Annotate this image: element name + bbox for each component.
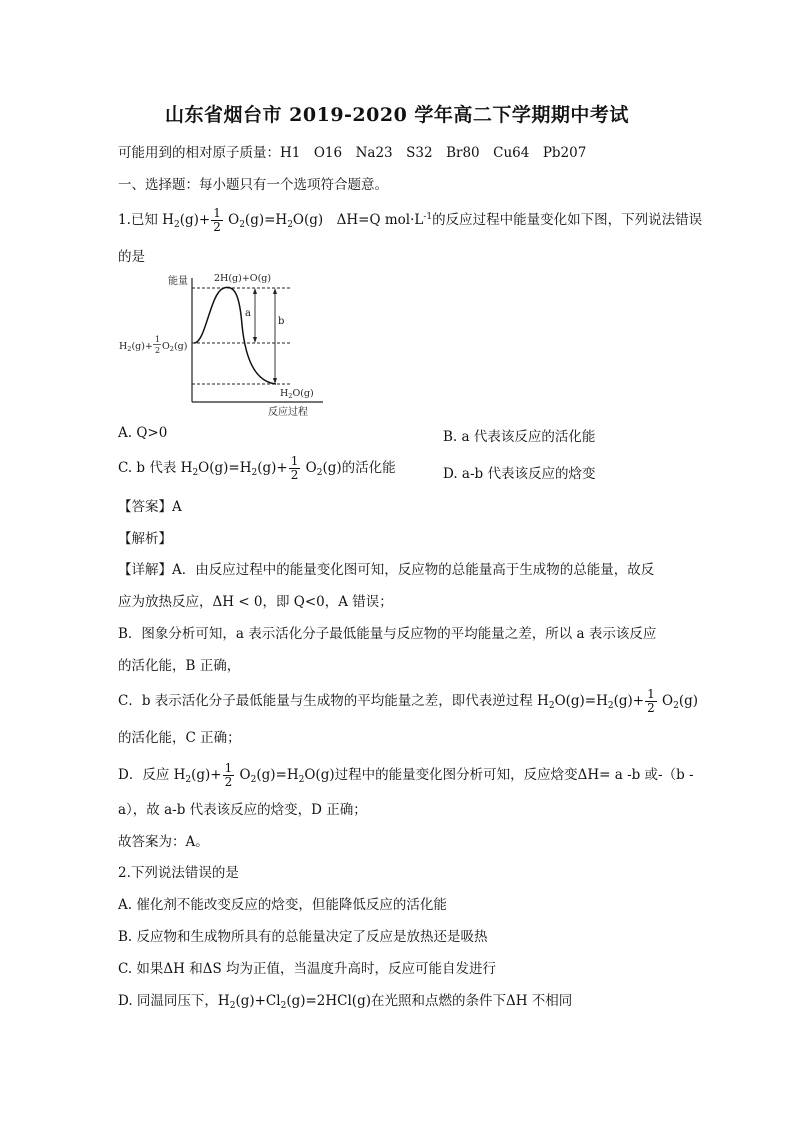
analysis-heading: 【解析】 <box>118 531 172 547</box>
question-1-stem: 1.已知 $H_2(g)+$ $\frac{1}{2}$ $O_2(g)=H_2O(g)$ ΔH=Q $mol\cdot L^{-1}$的反应过程中能量变化如下图，下列说法错误 <box>118 206 703 234</box>
q1-option-b: B. a 代表该反应的活化能 <box>443 429 596 445</box>
fraction-half: $\frac{1}{2}$ <box>213 206 221 234</box>
question-1-stem-line2: 的是 <box>118 249 145 265</box>
q2-option-b: B. 反应物和生成物所具有的总能量决定了反应是放热还是吸热 <box>118 929 488 945</box>
q2-option-d: D. 同温同压下，$H_2(g)+Cl_2(g)=2HCl(g)$在光照和点燃的条件下ΔH 不相同 <box>118 993 573 1011</box>
detail-line-4: 的活化能，B 正确， <box>118 658 241 674</box>
label-a: a <box>245 308 251 319</box>
reactant-frac-den: 2 <box>155 346 161 355</box>
detail-line-5: C．b 表示活化分子最低能量与生成物的平均能量之差，即代表逆过程 $H_2O(g)=H_2(g)+$ $\frac{1}{2}$ $O_2(g)$ <box>118 687 699 715</box>
energy-diagram <box>118 270 328 420</box>
detail-line-9: 故答案为：A。 <box>118 834 209 850</box>
q1-option-c: C. b 代表 $H_2O(g)=H_2(g)+$ $\frac{1}{2}$ $O_2(g)$的活化能 <box>118 454 396 482</box>
q1-option-a: A. Q>0 <box>118 425 168 441</box>
q2-option-c: C. 如果ΔH 和ΔS 均为正值，当温度升高时，反应可能自发进行 <box>118 961 497 977</box>
svg-text:O2(g): $O_2(g)$ <box>162 341 188 353</box>
question-2-stem: 2.下列说法错误的是 <box>118 865 239 881</box>
section-heading: 一、选择题：每小题只有一个选项符合题意。 <box>118 177 388 193</box>
answer: 【答案】A <box>118 499 182 515</box>
detail-line-6: 的活化能，C 正确； <box>118 730 241 746</box>
x-axis-label: 反应过程 <box>268 407 308 418</box>
label-b: b <box>278 316 285 327</box>
detail-line-3: B．图象分析可知，a 表示活化分子最低能量与反应物的平均能量之差，所以 a 表示该反应 <box>118 626 657 642</box>
top-level-label: 2H(g)+O(g) <box>214 273 272 284</box>
energy-curve <box>194 287 276 384</box>
q2-option-a: A. 催化剂不能改变反应的焓变，但能降低反应的活化能 <box>118 897 447 913</box>
detail-line-8: a），故 a-b 代表该反应的焓变，D 正确； <box>118 802 367 818</box>
atomic-mass-line: 可能用到的相对原子质量：H1 O16 Na23 S32 Br80 Cu64 Pb207 <box>118 145 587 161</box>
product-label: $H_2O(g)$ <box>280 388 314 400</box>
detail-line-2: 应为放热反应，ΔH < 0，即 Q<0，A 错误； <box>118 594 393 610</box>
y-axis-label: 能量 <box>168 276 188 287</box>
reactant-label: $H_2(g)+$ <box>119 341 153 353</box>
detail-line-1: 【详解】A．由反应过程中的能量变化图可知，反应物的总能量高于生成物的总能量，故反 <box>118 562 655 578</box>
detail-line-7: D．反应 $H_2(g)+$ $\frac{1}{2}$ $O_2(g)=H_2O(g)$过程中的能量变化图分析可知，反应焓变ΔH= a -b 或-（b - <box>118 761 694 789</box>
q1-option-d: D. a-b 代表该反应的焓变 <box>443 466 596 482</box>
page-title: 山东省烟台市 2019-2020 学年高二下学期期中考试 <box>165 104 629 126</box>
reactant-frac-num: 1 <box>155 335 161 344</box>
